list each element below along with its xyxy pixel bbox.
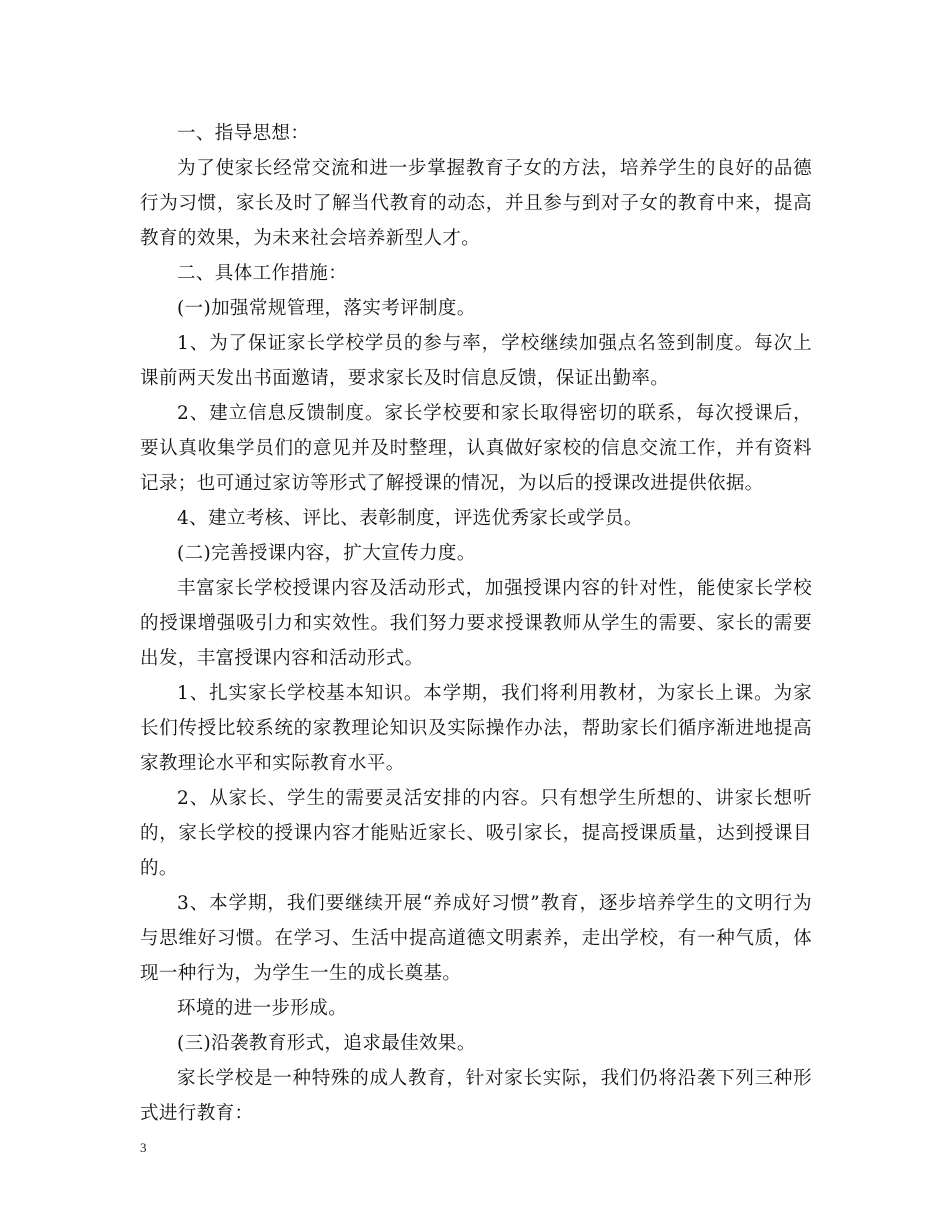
paragraph-flexible-arrangement: 2、从家长、学生的需要灵活安排的内容。只有想学生所想的、讲家长想听的，家长学校的授课内容才能贴近家长、吸引家长，提高授课质量，达到授课目的。 bbox=[140, 788, 812, 879]
paragraph-guiding-thought: 为了使家长经常交流和进一步掌握教育子女的方法，培养学生的良好的品德行为习惯，家长及时了解当代教育的动态，并且参与到对子女的教育中来，提高教育的效果，为未来社会培养新型人才。 bbox=[140, 158, 812, 249]
paragraph-basic-knowledge: 1、扎实家长学校基本知识。本学期，我们将利用教材，为家长上课。为家长们传授比较系统的家教理论知识及实际操作办法，帮助家长们循序渐进地提高家教理论水平和实际教育水平。 bbox=[140, 683, 812, 774]
paragraph-special-education: 家长学校是一种特殊的成人教育，针对家长实际，我们仍将沿袭下列三种形式进行教育： bbox=[140, 1068, 812, 1124]
heading-guiding-thought: 一、指导思想： bbox=[177, 123, 310, 144]
page-number: 3 bbox=[140, 1140, 147, 1155]
paragraph-feedback-system: 2、建立信息反馈制度。家长学校要和家长取得密切的联系，每次授课后，要认真收集学员们的意见并及时整理，认真做好家校的信息交流工作，并有资料记录；也可通过家访等形式了解授课的情况，为以后的授课改进提供依据。 bbox=[140, 403, 812, 494]
heading-work-measures: 二、具体工作措施： bbox=[177, 263, 348, 284]
subheading-improve-content: (二)完善授课内容，扩大宣传力度。 bbox=[177, 543, 476, 564]
paragraph-environment: 环境的进一步形成。 bbox=[177, 998, 348, 1019]
paragraph-attendance: 1、为了保证家长学校学员的参与率，学校继续加强点名签到制度。每次上课前两天发出书面邀请，要求家长及时信息反馈，保证出勤率。 bbox=[140, 333, 812, 389]
paragraph-enrich-content: 丰富家长学校授课内容及活动形式，加强授课内容的针对性，能使家长学校的授课增强吸引力和实效性。我们努力要求授课教师从学生的需要、家长的需要出发，丰富授课内容和活动形式。 bbox=[140, 578, 812, 669]
paragraph-good-habits: 3、本学期，我们要继续开展“养成好习惯”教育，逐步培养学生的文明行为与思维好习惯。在学习、生活中提高道德文明素养，走出学校，有一种气质，体现一种行为，为学生一生的成长奠基。 bbox=[140, 893, 812, 984]
subheading-education-forms: (三)沿袭教育形式，追求最佳效果。 bbox=[177, 1033, 476, 1054]
document-body bbox=[140, 116, 812, 1131]
subheading-routine-management: (一)加强常规管理，落实考评制度。 bbox=[177, 298, 476, 319]
paragraph-evaluation-system: 4、建立考核、评比、表彰制度，评选优秀家长或学员。 bbox=[177, 508, 643, 529]
